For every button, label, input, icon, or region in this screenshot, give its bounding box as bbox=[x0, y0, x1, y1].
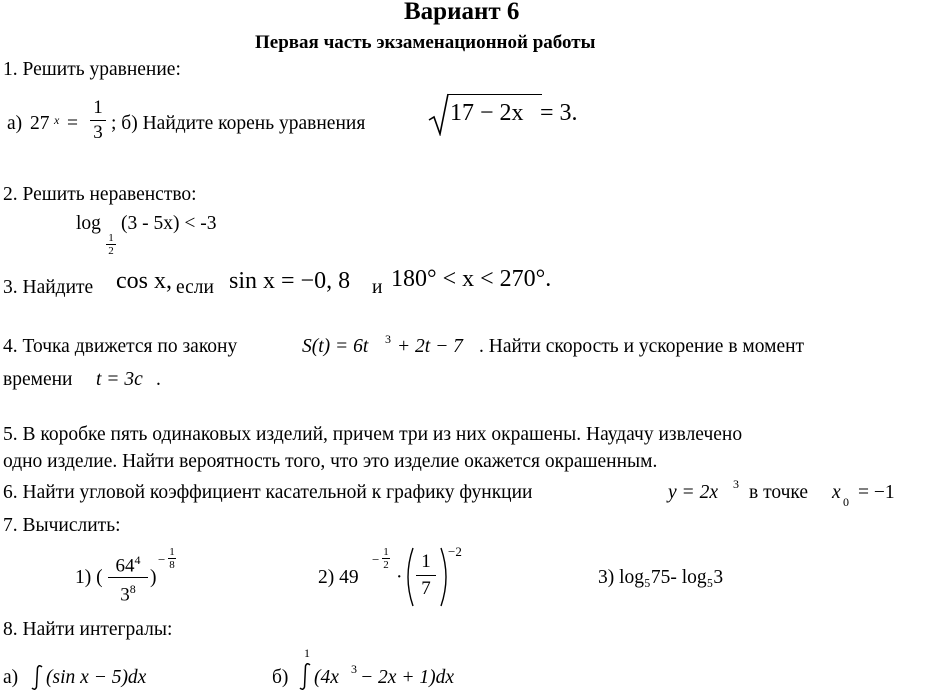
task4-formula-exp: 3 bbox=[385, 332, 391, 346]
task6-x0-val: = −1 bbox=[858, 482, 895, 503]
task7-p2-frac-num: 1 bbox=[421, 551, 431, 572]
task7-p1-label: 1) ( bbox=[75, 567, 103, 588]
task8-heading: 8. Найти интегралы: bbox=[3, 619, 173, 640]
task3-prefix: 3. Найдите bbox=[3, 277, 94, 298]
sqrt-sign-icon bbox=[428, 92, 450, 136]
task4-formula-a: S(t) = 6t bbox=[302, 336, 369, 357]
task1-tail: ; б) Найдите корень уравнения bbox=[111, 113, 366, 134]
task7-p2-exp-num: 1 bbox=[383, 546, 389, 558]
task7-p2-dot: · bbox=[396, 567, 403, 588]
task5-line2: одно изделие. Найти вероятность того, что это изделие окажется окрашенным. bbox=[3, 451, 658, 472]
task1-a-label: а) bbox=[7, 113, 23, 134]
task7-p1-exp-sign: − bbox=[158, 552, 166, 567]
task3-if: если bbox=[176, 277, 214, 298]
task8-b-integrand: (4x bbox=[314, 667, 339, 688]
task2-log-base bbox=[106, 232, 116, 257]
definite-integral-sign-icon bbox=[298, 662, 312, 691]
task2-expr: (3 - 5x) < -3 bbox=[121, 213, 217, 234]
page-subtitle: Первая часть экзаменационной работы bbox=[255, 32, 596, 53]
task1-frac-den: 3 bbox=[93, 122, 103, 143]
task6-mid: в точке bbox=[749, 482, 809, 503]
task1-radicand: 17 − 2x bbox=[450, 100, 524, 126]
task2-log: log bbox=[76, 213, 101, 234]
task8-b-upper: 1 bbox=[304, 646, 310, 660]
task7-p1-exp-frac bbox=[168, 546, 176, 571]
page-title: Вариант 6 bbox=[404, 0, 520, 25]
task4-time: t = 3c bbox=[96, 369, 143, 390]
task6-x0: x bbox=[832, 482, 841, 503]
task2-base-num: 1 bbox=[108, 232, 114, 244]
task3-and: и bbox=[372, 277, 383, 298]
task1-exp: x bbox=[54, 113, 60, 127]
task7-heading: 7. Вычислить: bbox=[3, 515, 121, 536]
task7-p2-fraction bbox=[416, 549, 436, 602]
task1-fraction bbox=[90, 96, 106, 145]
task1-rhs: = 3. bbox=[540, 100, 578, 126]
task7-p3: 3) log₅75- log₅3 bbox=[598, 567, 724, 588]
task6-x0-sub: 0 bbox=[843, 495, 849, 509]
task6-prefix: 6. Найти угловой коэффициент касательной к графику функции bbox=[3, 482, 533, 503]
task4-prefix: 4. Точка движется по закону bbox=[3, 336, 238, 357]
task5-line1: 5. В коробке пять одинаковых изделий, причем три из них окрашены. Наудачу извлечено bbox=[3, 424, 743, 445]
task7-p1-num-exp: 4 bbox=[134, 553, 141, 567]
task4-line2-suffix: . bbox=[156, 369, 161, 390]
task8-b-exp: 3 bbox=[351, 662, 357, 676]
task3-sin: sin x = −0, 8 bbox=[229, 268, 351, 294]
task2-heading: 2. Решить неравенство: bbox=[3, 184, 197, 205]
task1-eq: = bbox=[67, 113, 78, 134]
task7-p2-label: 2) 49 bbox=[318, 567, 359, 588]
task8-b-label: б) bbox=[272, 667, 289, 688]
task7-p1-exp-num: 1 bbox=[169, 546, 175, 558]
task7-p1-exp-den: 8 bbox=[169, 559, 175, 571]
integral-sign-icon bbox=[30, 664, 44, 691]
task1-heading: 1. Решить уравнение: bbox=[3, 59, 181, 80]
task6-func: y = 2x bbox=[668, 482, 718, 503]
task7-p1-close: ) bbox=[150, 567, 157, 588]
task8-a-integrand: (sin x − 5)dx bbox=[46, 667, 147, 688]
task7-p1-den bbox=[108, 578, 148, 606]
task7-p2-exp-sign: − bbox=[372, 552, 380, 567]
task1-base: 27 bbox=[30, 113, 50, 134]
task7-p1-num bbox=[108, 549, 148, 577]
task7-p1-den-exp: 8 bbox=[129, 582, 136, 597]
sqrt-bar bbox=[448, 94, 542, 97]
task7-p2-exp-den: 2 bbox=[383, 559, 389, 571]
task2-base-den: 2 bbox=[108, 245, 114, 257]
task3-cos: cos x, bbox=[116, 268, 172, 294]
task7-p2-frac-den: 7 bbox=[421, 578, 431, 599]
task7-p1-fraction bbox=[108, 549, 148, 607]
task3-range: 180° < x < 270°. bbox=[391, 266, 552, 292]
task4-suffix: . Найти скорость и ускорение в момент bbox=[479, 336, 805, 357]
task6-func-exp: 3 bbox=[733, 477, 739, 491]
task7-p2-exp: −2 bbox=[448, 544, 462, 559]
task1-frac-num: 1 bbox=[93, 97, 103, 118]
task7-p1-num-val: 64 bbox=[115, 555, 135, 577]
task7-p2-exp-frac bbox=[382, 546, 390, 571]
task4-line2-prefix: времени bbox=[3, 369, 73, 390]
task8-a-label: а) bbox=[3, 667, 19, 688]
task7-p1-den-val: 3 bbox=[120, 584, 130, 606]
task8-b-rest: − 2x + 1)dx bbox=[360, 667, 454, 688]
task4-formula-b: + 2t − 7 bbox=[397, 336, 463, 357]
